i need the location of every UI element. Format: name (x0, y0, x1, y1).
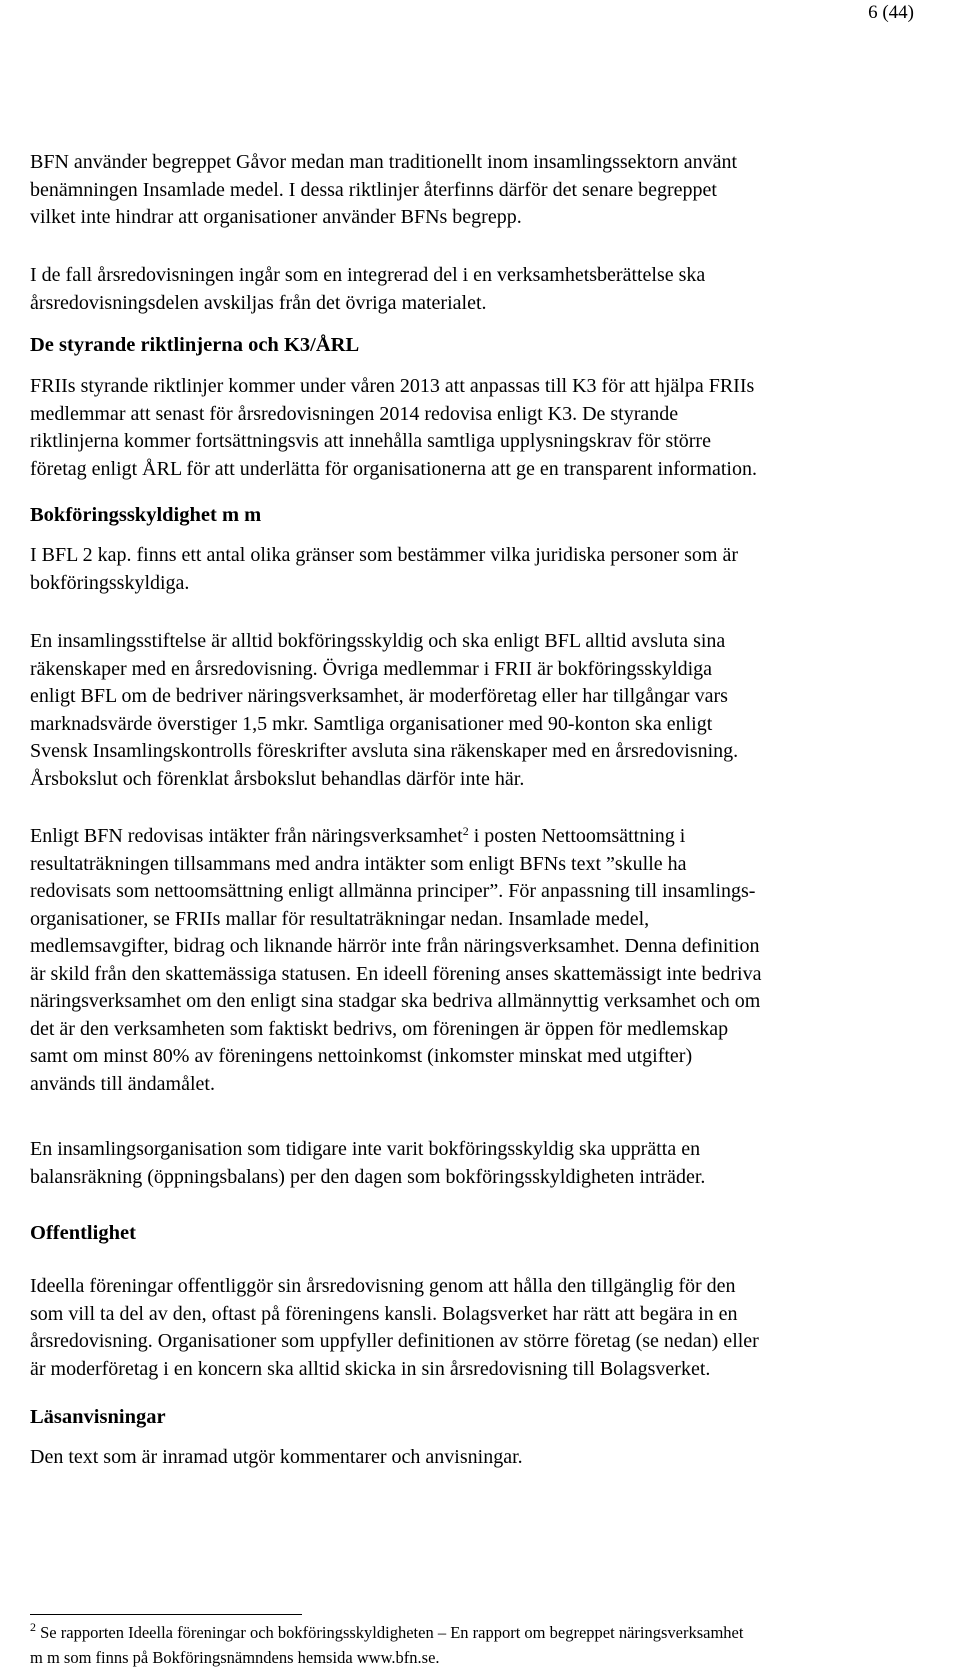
footnote-reference: 2 (462, 824, 469, 838)
footnote-text: Se rapporten Ideella föreningar och bokföringsskyldigheten – En rapport om begreppet näringsverksamhet (36, 1623, 744, 1642)
paragraph-reading-instructions (30, 1444, 942, 1472)
heading-reading-instructions: Läsanvisningar (30, 1406, 166, 1428)
text-line: I BFL 2 kap. finns ett antal olika gränser som bestämmer vilka juridiska personer som är (30, 544, 738, 566)
text-line: enligt BFL om de bedriver näringsverksamhet, är moderföretag eller har tillgångar vars (30, 685, 728, 707)
footnote-marker: 2 (30, 1620, 36, 1634)
text-line: balansräkning (öppningsbalans) per den dagen som bokföringsskyldigheten inträder. (30, 1165, 706, 1188)
text-line: används till ändamålet. (30, 1072, 215, 1095)
text-line: näringsverksamhet om den enligt sina stadgar ska bedriva allmännyttig verksamhet och om (30, 990, 761, 1012)
text-line: Årsbokslut och förenklat årsbokslut behandlas därför inte här. (30, 767, 525, 790)
text-line (30, 823, 942, 851)
text-line: FRIIs styrande riktlinjer kommer under våren 2013 att anpassas till K3 för att hjälpa FRIIs (30, 375, 755, 397)
text-line: det är den verksamheten som faktiskt bedrivs, om föreningen är öppen för medlemskap (30, 1017, 729, 1040)
text-line: företag enligt ÅRL för att underlätta för organisationerna att ge en transparent information. (30, 457, 757, 480)
paragraph-integrated-report (30, 262, 942, 317)
heading-bookkeeping: Bokföringsskyldighet m m (30, 504, 262, 526)
paragraph-net-sales (30, 823, 942, 1098)
paragraph-bfl (30, 542, 942, 597)
page-number: 6 (44) (868, 2, 914, 23)
text-line: årsredovisningsdelen avskiljas från det övriga materialet. (30, 291, 487, 314)
text-line: I de fall årsredovisningen ingår som en integrerad del i en verksamhetsberättelse ska (30, 264, 706, 286)
text-line: vilket inte hindrar att organisationer använder BFNs begrepp. (30, 206, 522, 228)
heading-k3-arl: De styrande riktlinjerna och K3/ÅRL (30, 334, 360, 356)
text-line: marknadsvärde överstiger 1,5 mkr. Samtliga organisationer med 90-konton ska enligt (30, 712, 713, 735)
text-line: medlemmar att senast för årsredovisningen 2014 redovisa enligt K3. De styrande (30, 402, 679, 425)
text-fragment: Enligt BFN redovisas intäkter från näringsverksamhet (30, 825, 463, 847)
heading-publicity: Offentlighet (30, 1222, 136, 1244)
text-line: medlemsavgifter, bidrag och liknande härrör inte från näringsverksamhet. Denna definition (30, 935, 760, 957)
text-line: En insamlingsstiftelse är alltid bokföringsskyldig och ska enligt BFL alltid avsluta sina (30, 630, 726, 652)
text-line: Svensk Insamlingskontrolls föreskrifter avsluta sina räkenskaper med en årsredovisning. (30, 740, 739, 762)
text-line: Den text som är inramad utgör kommentarer och anvisningar. (30, 1446, 523, 1468)
text-line: benämningen Insamlade medel. I dessa riktlinjer återfinns därför det senare begreppet (30, 178, 717, 201)
paragraph-k3-guidelines (30, 373, 942, 483)
text-line: bokföringsskyldiga. (30, 571, 190, 594)
paragraph-terminology (30, 149, 942, 232)
text-line: En insamlingsorganisation som tidigare inte varit bokföringsskyldig ska upprätta en (30, 1138, 701, 1160)
paragraph-opening-balance (30, 1136, 942, 1191)
text-line: räkenskaper med en årsredovisning. Övriga medlemmar i FRII är bokföringsskyldiga (30, 657, 713, 680)
text-line: samt om minst 80% av föreningens nettoinkomst (inkomster minskat med utgifter) (30, 1045, 693, 1067)
text-line: resultaträkningen tillsammans med andra intäkter som enligt BFNs text ”skulle ha (30, 852, 687, 875)
text-line: årsredovisning. Organisationer som uppfyller definitionen av större företag (se nedan) eller (30, 1330, 759, 1352)
text-line: redovisats som nettoomsättning enligt allmänna principer”. För anpassning till insamlings- (30, 880, 756, 902)
text-line: som vill ta del av den, oftast på föreningens kansli. Bolagsverket har rätt att begära in en (30, 1302, 738, 1325)
footnote-separator (30, 1614, 302, 1615)
text-line: är skild från den skattemässiga statusen. En ideell förening anses skattemässigt inte bedriva (30, 962, 762, 985)
text-line: organisationer, se FRIIs mallar för resultaträkningar nedan. Insamlade medel, (30, 907, 650, 930)
text-fragment: i posten Nettoomsättning i (468, 825, 686, 847)
footnote-line (30, 1620, 743, 1645)
text-line: riktlinjerna kommer fortsättningsvis att innehålla samtliga upplysningskrav för större (30, 430, 711, 452)
text-line: är moderföretag i en koncern ska alltid skicka in sin årsredovisning till Bolagsverket. (30, 1357, 711, 1380)
footnote (30, 1620, 743, 1670)
text-line: BFN använder begreppet Gåvor medan man traditionellt inom insamlingssektorn använt (30, 151, 738, 173)
text-line: Ideella föreningar offentliggör sin årsredovisning genom att hålla den tillgänglig för den (30, 1275, 736, 1297)
footnote-line: m m som finns på Bokföringsnämndens hemsida www.bfn.se. (30, 1648, 440, 1667)
paragraph-publicity (30, 1273, 942, 1383)
paragraph-foundation (30, 628, 942, 793)
